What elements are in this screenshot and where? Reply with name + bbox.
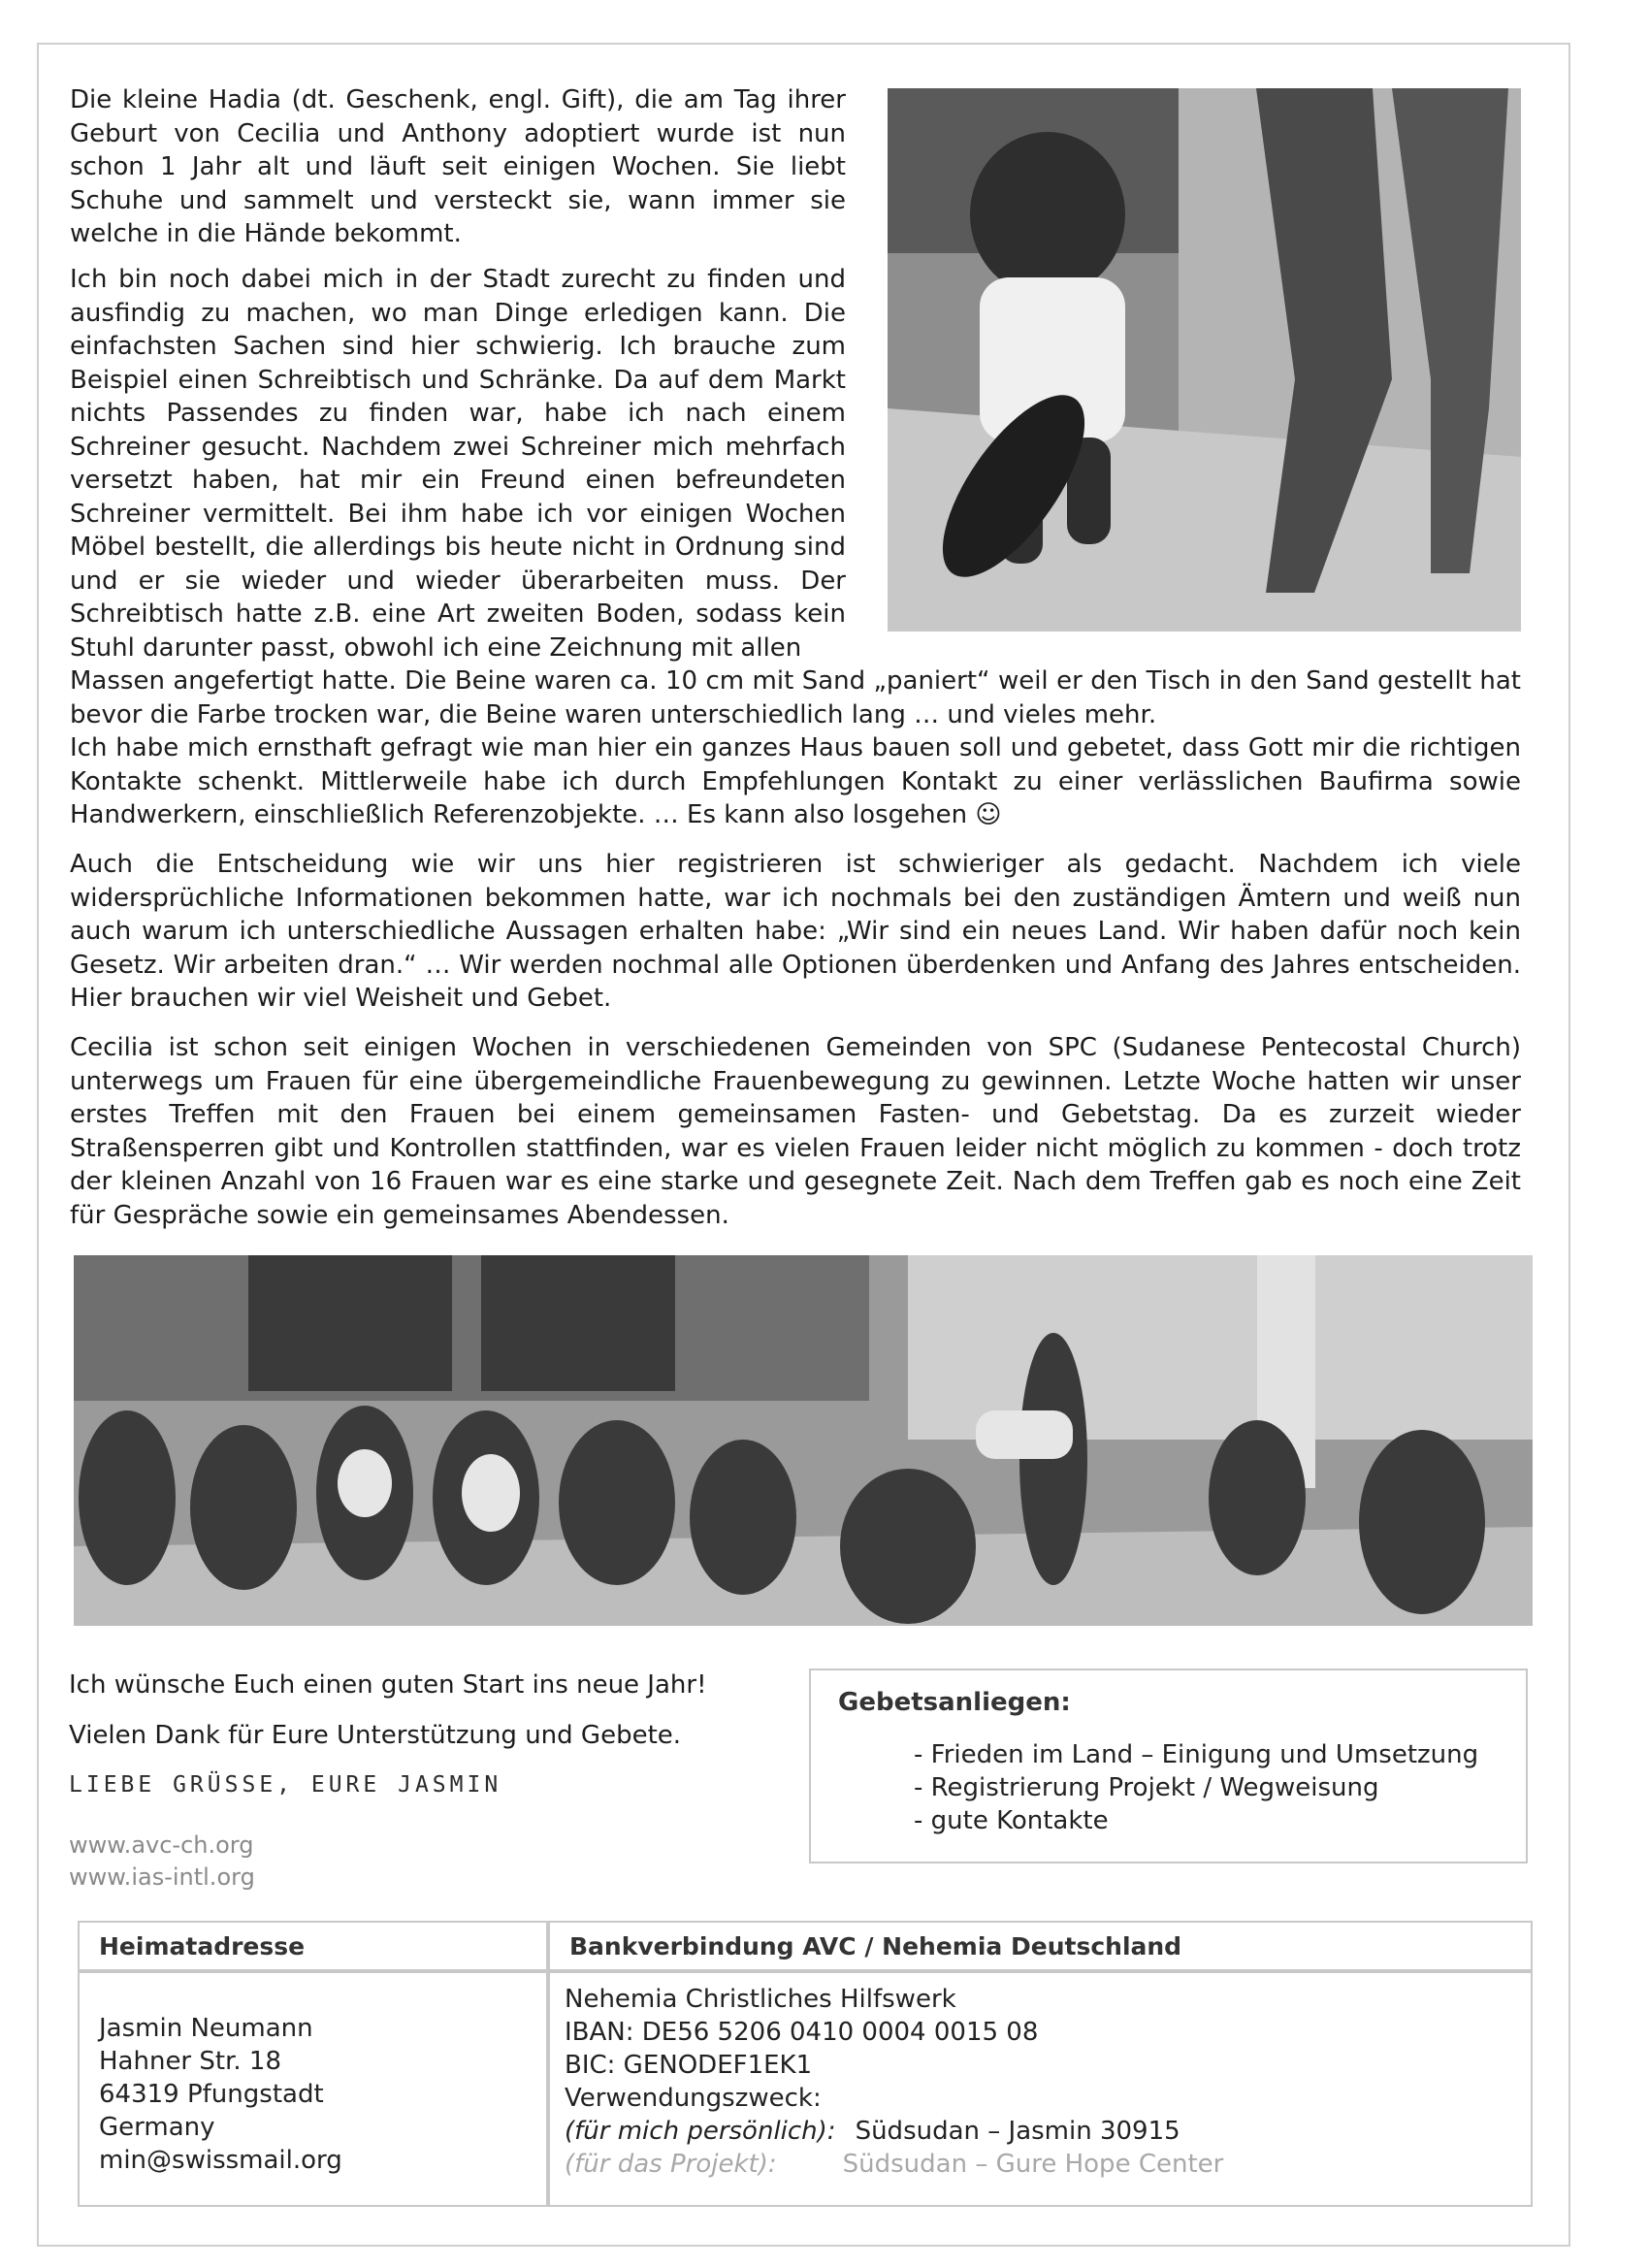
bank-header: Bankverbindung AVC / Nehemia Deutschland bbox=[548, 1921, 1533, 1971]
bank-personal-label: (für mich persönlich): bbox=[565, 2117, 836, 2146]
home-address bbox=[99, 2012, 342, 2177]
bank-project-value: Südsudan – Gure Hope Center bbox=[842, 2150, 1224, 2179]
paragraph-hadia: Die kleine Hadia (dt. Geschenk, engl. Gift), die am Tag ihrer Geburt von Cecilia und Anthony adoptiert wurde ist nun schon 1 Jahr alt und läuft seit einigen Wochen. Sie liebt Schuhe und sammelt und versteckt sie, wann immer sie welche in die Hände bekommt. bbox=[70, 85, 846, 248]
paragraph-women-meeting: Cecilia ist schon seit einigen Wochen in verschiedenen Gemeinden von SPC (Sudanese Pentecostal Church) unterwegs um Frauen für eine übergemeindliche Frauenbewegung zu gewinnen. Letzte Woche hatten wir unser erstes Treffen mit den Frauen bei einem gemeinsamen Fasten- und Gebetstag. Da es zurzeit wieder Straßensperren gibt und Kontrollen stattfinden, war es vielen Frauen leider nicht möglich zu kommen - doch trotz der kleinen Anzahl von 16 Frauen war es eine starke und gesegnete Zeit. Nach dem Treffen gab es noch eine Zeit für Gespräche sowie ein gemeinsames Abendessen. bbox=[70, 1033, 1521, 1230]
closing-wish: Ich wünsche Euch einen guten Start ins neue Jahr! bbox=[69, 1670, 707, 1700]
bank-bic: BIC: GENODEF1EK1 bbox=[565, 2051, 813, 2080]
closing-thanks: Vielen Dank für Eure Unterstützung und Gebete. bbox=[69, 1721, 682, 1750]
prayer-requests-box bbox=[809, 1669, 1528, 1863]
signature: LIEBE GRÜSSE, EURE JASMIN bbox=[69, 1772, 502, 1798]
paragraph-construction: Ich habe mich ernsthaft gefragt wie man hier ein ganzes Haus bauen soll und gebetet, dass Gott mir die richtigen Kontakte schenkt. Mittlerweile habe ich durch Empfehlungen Kontakt zu einer verlässlichen Baufirma sowie Handwerkern, einschließlich Referenzobjekte. … Es kann also losgehen ☺ bbox=[70, 733, 1521, 829]
bank-purpose: Verwendungszweck: bbox=[565, 2084, 822, 2113]
bank-project-label: (für das Projekt): bbox=[565, 2150, 777, 2179]
photo-child-with-shoe bbox=[888, 88, 1521, 632]
bank-project-row bbox=[565, 2148, 1223, 2181]
bank-iban: IBAN: DE56 5206 0410 0004 0015 08 bbox=[565, 2018, 1039, 2047]
paragraph-registration: Auch die Entscheidung wie wir uns hier registrieren ist schwieriger als gedacht. Nachdem ich viele widersprüchliche Informationen bekommen hatte, war ich nochmals bei den zuständigen Ämtern und weiß nun auch warum ich unterschiedliche Aussagen erhalten habe: „Wir sind ein neues Land. Wir haben dafür noch kein Gesetz. Wir arbeiten dran.“ … Wir werden nochmal alle Optionen überdenken und Anfang des Jahres entscheiden. Hier brauchen wir viel Weisheit und Gebet. bbox=[70, 850, 1521, 1013]
website-link-ias[interactable]: www.ias-intl.org bbox=[69, 1863, 255, 1891]
paragraph-furniture-part2: Massen angefertigt hatte. Die Beine waren ca. 10 cm mit Sand „paniert“ weil er den Tisch in den Sand gestellt hat bevor die Farbe trocken war, die Beine waren unterschiedlich lang … und vieles mehr. bbox=[70, 666, 1521, 729]
home-address-header: Heimatadresse bbox=[78, 1921, 548, 1971]
prayer-list bbox=[914, 1738, 1478, 1837]
address-country: Germany bbox=[99, 2113, 215, 2142]
bank-cell bbox=[548, 1971, 1533, 2207]
website-link-avc[interactable]: www.avc-ch.org bbox=[69, 1831, 254, 1859]
bank-details bbox=[565, 1983, 1223, 2181]
bank-personal-row bbox=[565, 2115, 1223, 2148]
address-email[interactable]: min@swissmail.org bbox=[99, 2146, 342, 2175]
home-address-cell bbox=[78, 1971, 548, 2207]
prayer-item: - Frieden im Land – Einigung und Umsetzung bbox=[914, 1740, 1479, 1769]
paragraph-furniture-part1: Ich bin noch dabei mich in der Stadt zurecht zu finden und ausfindig zu machen, wo man Dinge erledigen kann. Die einfachsten Sachen sind hier schwierig. Ich brauche zum Beispiel einen Schreibtisch und Schränke. Da auf dem Markt nichts Passendes zu finden war, habe ich nach einem Schreiner gesucht. Nachdem zwei Schreiner mich mehrfach versetzt haben, hat mir ein Freund einen befreundeten Schreiner vermittelt. Bei ihm habe ich vor einigen Wochen Möbel bestellt, die allerdings bis heute nicht in Ordnung sind und er sie wieder und wieder überarbeiten muss. Der Schreibtisch hatte z.B. eine Art zweiten Boden, sodass kein Stuhl darunter passt, obwohl ich eine Zeichnung mit allen bbox=[70, 265, 846, 663]
address-name: Jasmin Neumann bbox=[99, 2014, 313, 2043]
address-city: 64319 Pfungstadt bbox=[99, 2080, 324, 2109]
prayer-item: - gute Kontakte bbox=[914, 1806, 1109, 1835]
address-street: Hahner Str. 18 bbox=[99, 2047, 282, 2076]
prayer-item: - Registrierung Projekt / Wegweisung bbox=[914, 1773, 1379, 1802]
bank-personal-value: Südsudan – Jasmin 30915 bbox=[855, 2117, 1180, 2146]
bank-org: Nehemia Christliches Hilfswerk bbox=[565, 1985, 956, 2014]
prayer-title: Gebetsanliegen: bbox=[838, 1688, 1071, 1717]
photo-women-group bbox=[74, 1255, 1533, 1626]
contact-table bbox=[78, 1921, 1533, 2207]
